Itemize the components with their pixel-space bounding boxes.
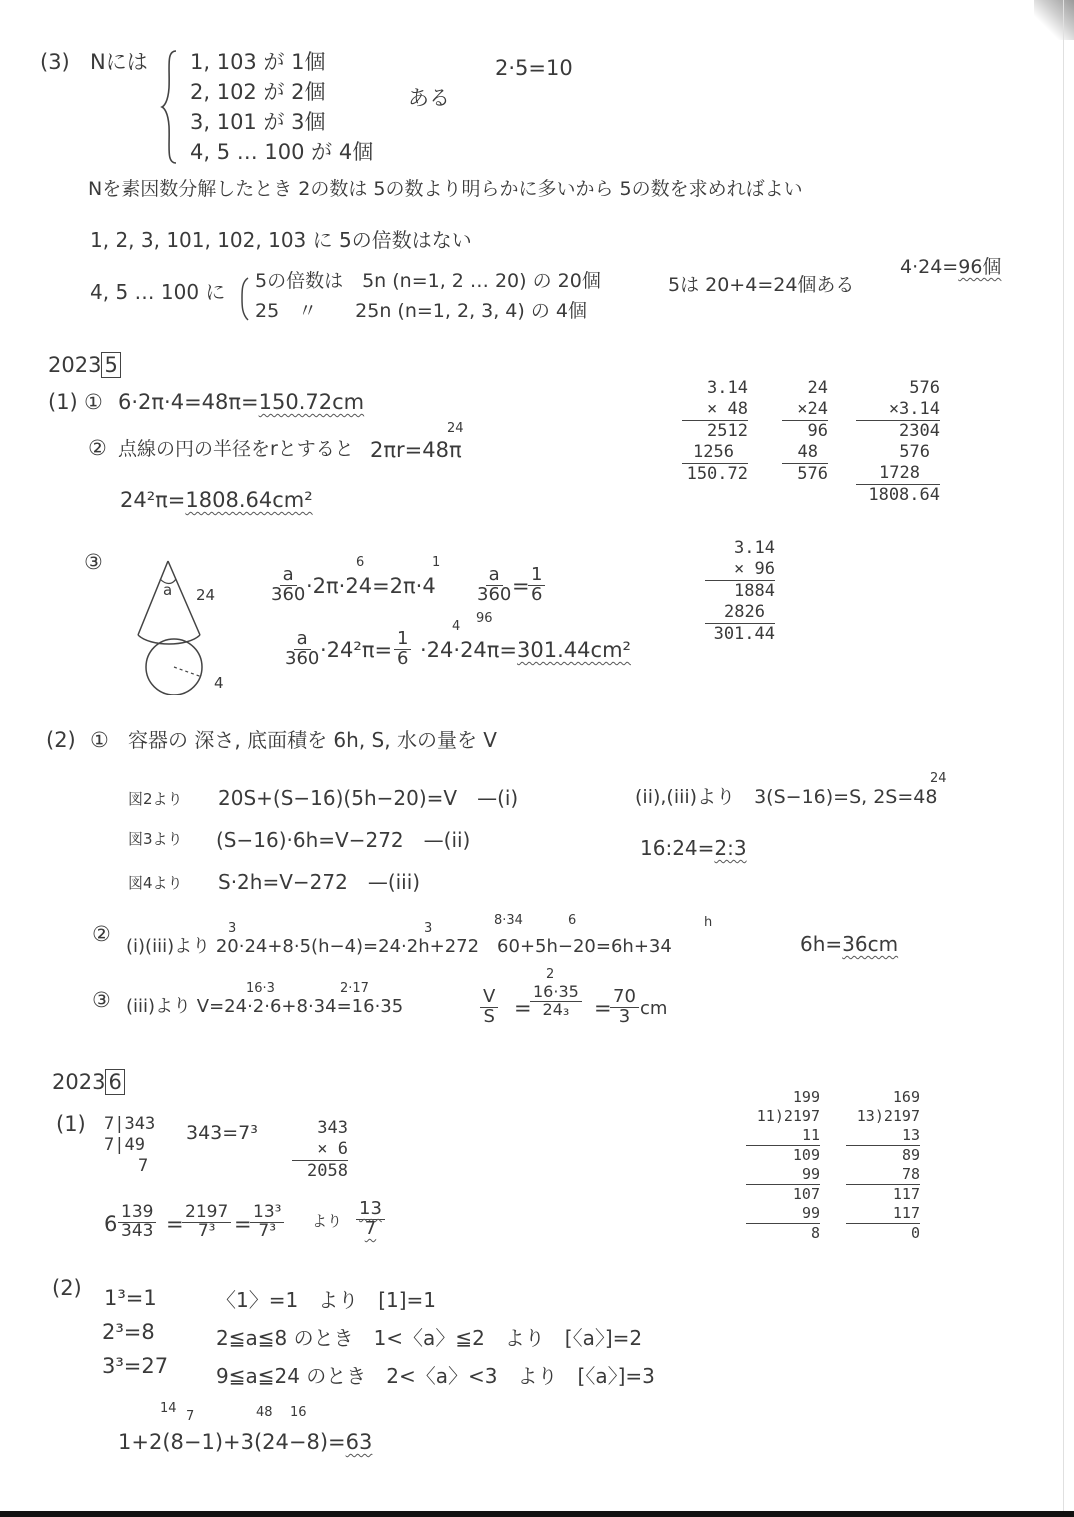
q5-2-2-result: 6h=36cm	[800, 932, 899, 956]
f2-eq: =	[512, 574, 530, 598]
count-of-fives: 5は 20+4=24個ある	[668, 274, 855, 296]
q5-1-1-mark: ①	[84, 390, 103, 414]
f1-rest: ·2π·24=2π·4	[306, 574, 436, 598]
q5-1-2-eq: 2πr=48π	[370, 438, 462, 462]
q5-2-label: (2)	[46, 728, 76, 752]
q5-1-2-mark: ②	[88, 436, 107, 460]
answer-150-72: 150.72cm	[258, 390, 365, 414]
final-expression: 1+2(8−1)+3(24−8)=63	[118, 1430, 373, 1454]
q6-2-label: (2)	[52, 1276, 82, 1300]
problem-3-label: (3)	[40, 50, 70, 74]
right-eq-1-over: 24	[930, 771, 947, 786]
no-multiples-line: 1, 2, 3, 101, 102, 103 に 5の倍数はない	[90, 228, 472, 252]
fraction-a-360-1: $\frac{a}{360}$	[271, 564, 306, 605]
answer-expression: 4·24=96個	[900, 256, 1002, 278]
explanation-text: Nを素因数分解したとき 2の数は 5の数より明らかに多いから 5の数を求めればよい	[88, 178, 803, 200]
eq-i-label: 図2より	[128, 790, 183, 808]
eq-iii: S·2h=V−272 —(iii)	[218, 870, 421, 894]
q5-1-2-over: 24	[447, 421, 464, 436]
eq-i: 20S+(S−16)(5h−20)=V —(i)	[218, 786, 519, 810]
long-division-13: 169 13)2197 13 89 78 117 117 0	[846, 1088, 920, 1243]
multiples-of-25: 25 〃 25n (n=1, 2, 3, 4) の 4個	[255, 300, 587, 322]
f3-over-4: 4	[452, 619, 461, 634]
eq-sign-a: =	[514, 996, 532, 1020]
fraction-2197-7cube: $\frac{2197}{\text{7³}}$	[182, 1204, 231, 1241]
fraction-a-360-3: $\frac{a}{360}$	[285, 628, 320, 669]
q5-2-2-over-b: 3	[424, 921, 433, 936]
q6-cube-eq: 343=7³	[186, 1122, 258, 1144]
answer-301-44: 301.44cm²	[517, 638, 631, 662]
q5-1-label: (1)	[48, 390, 78, 414]
calc-314x96: 3.14 × 96 1884 2826 301.44	[705, 538, 775, 645]
q5-2-2-over-d: 6	[568, 913, 577, 928]
prime-factor-division: 7|343 7|49 7	[104, 1114, 156, 1176]
cone-radius-label: 4	[214, 674, 224, 692]
q5-1-2-text: 点線の円の半径をrとすると	[118, 438, 354, 460]
cube-3: 3³=27	[102, 1354, 169, 1378]
fraction-1-6-b: $\frac{1}{6}$	[394, 630, 411, 669]
q5-1-1-expr: 6·2π·4=48π=150.72cm	[118, 390, 365, 414]
brace-line-3: 3, 101 が 3個	[190, 110, 326, 134]
fraction-70-3: $\frac{70}{3}$	[610, 988, 639, 1027]
cube-1: 1³=1	[104, 1286, 157, 1310]
multiples-head: 4, 5 … 100 に	[90, 280, 226, 304]
curly-brace	[160, 48, 180, 166]
small-brace	[238, 276, 250, 322]
rule-2: 2≦a≦8 のとき 1<〈a〉≦2 より [〈a〉]=2	[216, 1326, 643, 1350]
ratio-line: 16:24=2:3	[640, 836, 747, 860]
f3-over-96: 96	[476, 611, 493, 626]
answer-13-7: $\frac{13}{7}$	[356, 1200, 385, 1239]
fraction-1-6-a: $\frac{1}{6}$	[528, 566, 545, 605]
right-eq-1: (ii),(iii)より 3(S−16)=S, 2S=48	[635, 786, 938, 808]
answer-36cm: 36cm	[842, 932, 899, 956]
eq-ii: (S−16)·6h=V−272 —(ii)	[216, 828, 471, 852]
section-6-header: 2023 6	[52, 1072, 125, 1093]
q5-2-2-mark: ②	[92, 922, 111, 946]
aru-text: ある	[408, 86, 450, 110]
scan-corner-shadow	[1034, 0, 1074, 40]
f3-rest: ·24·24π=301.44cm²	[420, 638, 631, 662]
q5-2-3-expr: (iii)より V=24·2·6+8·34=16·35	[126, 996, 404, 1017]
eq-ii-label: 図3より	[128, 830, 183, 848]
f3-mid: ·24²π=	[320, 638, 393, 662]
section-5-header: 2023 5	[48, 355, 121, 376]
fraction-16-35: $\frac{16\cdot 35}{\text{24₃}}$	[530, 984, 582, 1019]
cone-slant-label: 24	[196, 586, 216, 604]
rule-3: 9≦a≦24 のとき 2<〈a〉<3 より [〈a〉]=3	[216, 1364, 655, 1388]
q5-2-1-text: 容器の 深さ, 底面積を 6h, S, 水の量を V	[128, 728, 497, 752]
eq-iii-label: 図4より	[128, 874, 183, 892]
fraction-v-s: $\frac{V}{S}$	[480, 988, 498, 1027]
q5-2-1-mark: ①	[90, 728, 109, 752]
side-calc: 2·5=10	[495, 56, 573, 80]
answer-63: 63	[345, 1430, 373, 1454]
q6-1-label: (1)	[56, 1112, 86, 1136]
calc-24x24: 24 ×24 96 48 576	[782, 378, 828, 485]
brace-line-4: 4, 5 … 100 が 4個	[190, 140, 374, 164]
fraction-139-343: $\frac{139}{343}$	[118, 1204, 156, 1241]
final-over-48: 48	[256, 1405, 273, 1420]
q5-2-3-over-c: 2	[546, 967, 555, 982]
q5-2-3-mark: ③	[92, 988, 111, 1012]
cube-2: 2³=8	[102, 1320, 155, 1344]
brace-line-2: 2, 102 が 2個	[190, 80, 326, 104]
scan-edge-line	[1063, 0, 1064, 1517]
answer-ratio: 2:3	[714, 836, 747, 860]
rule-1: 〈1〉=1 より [1]=1	[216, 1288, 437, 1312]
fraction-13cube-7cube: $\frac{\text{13³}}{\text{7³}}$	[250, 1204, 284, 1241]
q5-1-3-mark: ③	[84, 550, 103, 574]
answer-96: 96個	[958, 256, 1002, 278]
eq-sign-b: =	[594, 996, 612, 1020]
f1-over-6: 6	[356, 555, 365, 570]
brace-line-1: 1, 103 が 1個	[190, 50, 326, 74]
long-division-11: 199 11)2197 11 109 99 107 99 8	[746, 1088, 820, 1243]
q5-1-2-expr: 24²π=1808.64cm²	[120, 488, 313, 512]
final-over-7: 7	[186, 1409, 195, 1424]
mixed-whole: 6	[104, 1212, 118, 1236]
q5-2-3-over-b: 2·17	[340, 981, 369, 996]
scan-bottom-edge	[0, 1511, 1074, 1517]
cone-angle-label: a	[163, 581, 173, 599]
multiples-of-5: 5の倍数は 5n (n=1, 2 … 20) の 20個	[255, 270, 601, 292]
q5-2-2-over-e: h	[704, 915, 713, 930]
calc-576x314: 576 ×3.14 2304 576 1728 1808.64	[856, 378, 940, 506]
q5-2-2-over-a: 3	[228, 921, 237, 936]
q5-2-2-over-c: 8·34	[494, 913, 523, 928]
calc-314x48: 3.14 × 48 2512 1256 150.72	[682, 378, 748, 485]
q5-2-2-expr: (i)(iii)より 20·24+8·5(h−4)=24·2h+272 60+5h−20=6h+34	[126, 936, 672, 957]
final-over-16: 16	[290, 1405, 307, 1420]
yori-text: より	[312, 1212, 343, 1230]
problem-3-intro: Nには	[90, 50, 148, 74]
eq-sign-c: =	[166, 1212, 184, 1236]
f1-over-1: 1	[432, 555, 441, 570]
answer-1808-64: 1808.64cm²	[185, 488, 313, 512]
q5-2-3-unit: cm	[640, 998, 668, 1019]
q5-2-3-over-a: 16·3	[246, 981, 275, 996]
calc-343x6: 343 × 6 2058	[292, 1118, 348, 1182]
fraction-a-360-2: $\frac{a}{360}$	[477, 564, 512, 605]
eq-sign-d: =	[234, 1212, 252, 1236]
final-over-14: 14	[160, 1401, 177, 1416]
